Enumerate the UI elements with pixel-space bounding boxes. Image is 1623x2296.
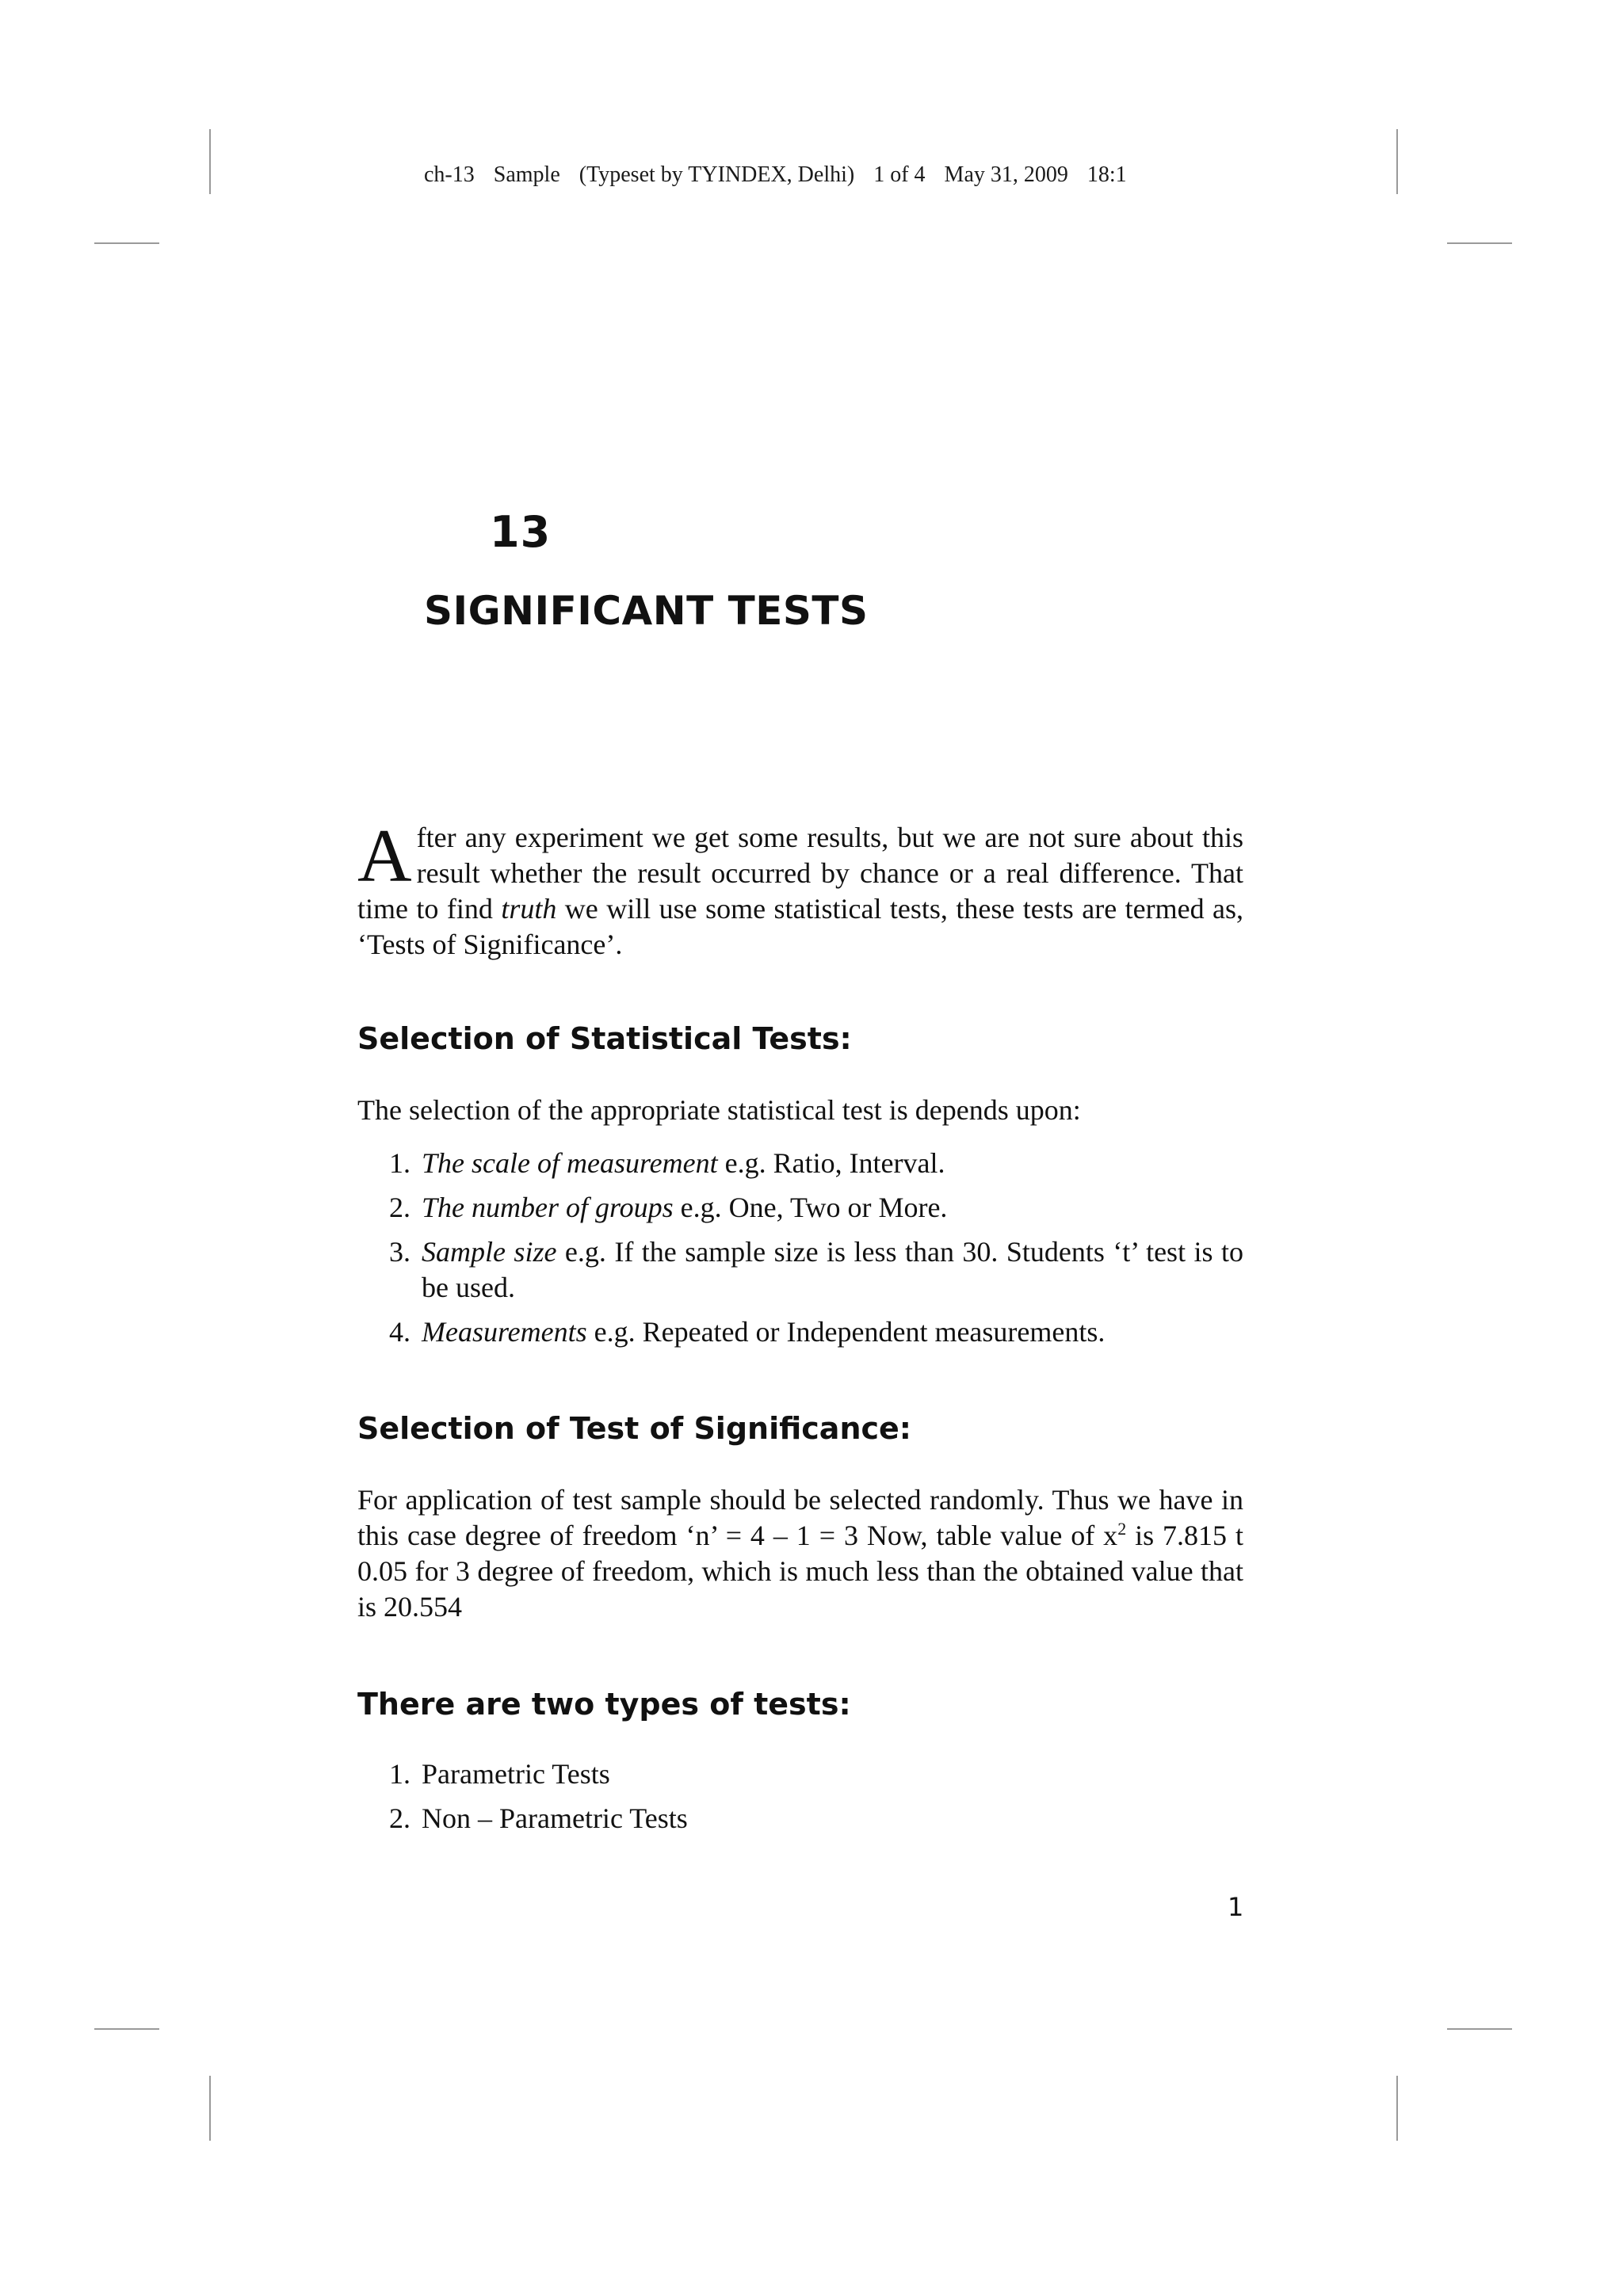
running-head-page-of: 1 of 4 — [873, 162, 926, 187]
list-item-text: e.g. Ratio, Interval. — [717, 1147, 945, 1179]
running-head-date: May 31, 2009 — [944, 162, 1068, 187]
crop-mark-top-left-h — [94, 242, 159, 244]
running-head-time: 18:1 — [1086, 162, 1127, 187]
list-item-number: 3. — [389, 1236, 411, 1268]
list-item-emphasis: Measurements — [422, 1316, 587, 1348]
list-item-emphasis: The scale of measurement — [422, 1147, 718, 1179]
list-item-text: Parametric Tests — [422, 1758, 610, 1790]
list-item-number: 2. — [389, 1802, 411, 1834]
list-item-text: e.g. One, Two or More. — [673, 1192, 948, 1223]
chapter-title: SIGNIFICANT TESTS — [424, 588, 869, 634]
section-heading-statistical-tests: Selection of Statistical Tests: — [357, 1021, 852, 1056]
list-item-emphasis: Sample size — [422, 1236, 557, 1268]
page-number: 1 — [1228, 1892, 1244, 1922]
list-item-number: 4. — [389, 1316, 411, 1348]
crop-mark-top-left — [209, 129, 211, 194]
intro-text-2: we will use some statistical tests, these tests are termed as, ‘Tests of Significance’. — [357, 893, 1243, 960]
running-head — [424, 162, 1127, 188]
list-item — [357, 1314, 1243, 1350]
list-item — [357, 1234, 1243, 1306]
chapter-number: 13 — [490, 507, 552, 557]
test-types-list — [357, 1756, 1243, 1845]
section2-paragraph — [357, 1482, 1243, 1625]
intro-emphasis: truth — [501, 893, 557, 925]
section-heading-test-of-significance: Selection of Test of Significance: — [357, 1411, 911, 1446]
list-item — [357, 1801, 1243, 1836]
drop-cap: A — [357, 814, 412, 898]
list-item-text: Non – Parametric Tests — [422, 1802, 688, 1834]
crop-mark-bottom-left-h — [94, 2028, 159, 2030]
crop-mark-bottom-left — [209, 2076, 211, 2141]
crop-mark-top-right-h — [1447, 242, 1512, 244]
superscript: 2 — [1117, 1519, 1127, 1539]
section2-text-2: is 7.815 t 0.05 for 3 degree of freedom, which is much less than the obtained value that is 20.554 — [357, 1520, 1243, 1623]
list-item — [357, 1146, 1243, 1181]
crop-mark-top-right — [1396, 129, 1398, 194]
intro-paragraph — [357, 814, 1243, 963]
section2-text-1: For application of test sample should be selected randomly. Thus we have in this case degree of freedom ‘n’ = 4 – 1 = 3 Now, table value of x — [357, 1484, 1243, 1551]
intro-text-1: fter any experiment we get some results, but we are not sure about this result whether the result occurred by chance or a real difference. That time to find — [357, 822, 1243, 925]
selection-criteria-list — [357, 1146, 1243, 1359]
list-item — [357, 1756, 1243, 1792]
list-item-number: 1. — [389, 1147, 411, 1179]
running-head-label: Sample — [493, 162, 560, 187]
list-item-text: e.g. If the sample size is less than 30. Students ‘t’ test is to be used. — [422, 1236, 1243, 1303]
list-item-number: 2. — [389, 1192, 411, 1223]
crop-mark-bottom-right — [1396, 2076, 1398, 2141]
section-heading-types-of-tests: There are two types of tests: — [357, 1687, 851, 1722]
crop-mark-bottom-right-h — [1447, 2028, 1512, 2030]
running-head-typeset: (Typeset by TYINDEX, Delhi) — [579, 162, 855, 187]
list-item — [357, 1190, 1243, 1226]
section1-lead: The selection of the appropriate statistical test is depends upon: — [357, 1094, 1081, 1126]
running-head-chapter: ch-13 — [424, 162, 475, 187]
list-item-text: e.g. Repeated or Independent measurements. — [586, 1316, 1106, 1348]
list-item-emphasis: The number of groups — [422, 1192, 674, 1223]
list-item-number: 1. — [389, 1758, 411, 1790]
